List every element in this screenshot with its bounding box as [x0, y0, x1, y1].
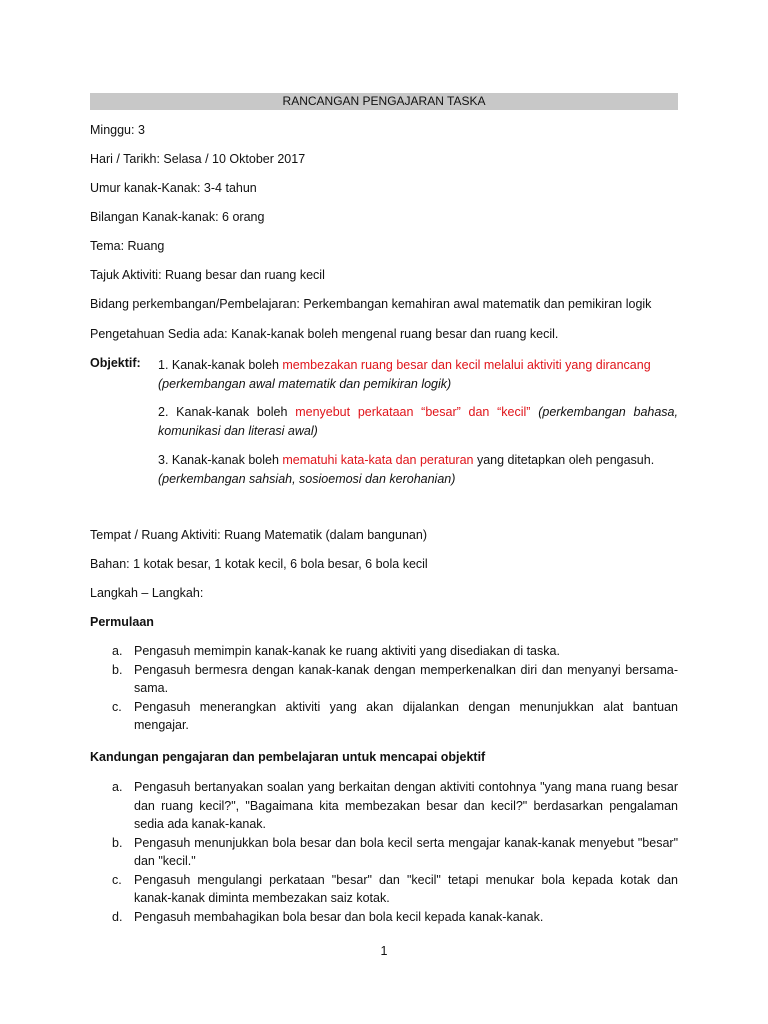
list-item	[90, 834, 678, 871]
field-hari-tarikh: Hari / Tarikh: Selasa / 10 Oktober 2017	[90, 152, 306, 166]
kandungan-heading: Kandungan pengajaran dan pembelajaran untuk mencapai objektif	[90, 750, 486, 764]
field-bilangan: Bilangan Kanak-kanak: 6 orang	[90, 210, 265, 224]
list-marker: d.	[112, 909, 123, 924]
list-item	[90, 661, 678, 698]
field-tajuk: Tajuk Aktiviti: Ruang besar dan ruang kecil	[90, 268, 325, 282]
list-marker: a.	[112, 780, 123, 794]
list-marker: b.	[112, 662, 123, 677]
objektif-item-note: (perkembangan sahsiah, sosioemosi dan kerohanian)	[158, 472, 456, 486]
list-marker: a.	[112, 644, 123, 658]
objektif-item-note: (perkembangan bahasa, komunikasi dan literasi awal)	[158, 405, 678, 438]
objektif-item-highlight: mematuhi kata-kata dan peraturan	[282, 453, 474, 467]
field-minggu: Minggu: 3	[90, 123, 145, 137]
list-item-text: Pengasuh memimpin kanak-kanak ke ruang aktiviti yang disediakan di taska.	[134, 644, 560, 658]
field-tema: Tema: Ruang	[90, 239, 165, 253]
list-item	[90, 908, 678, 927]
objektif-item-prefix: 3. Kanak-kanak boleh	[158, 453, 283, 467]
objektif-item-note: (perkembangan awal matematik dan pemikiran logik)	[158, 377, 452, 391]
field-tempat: Tempat / Ruang Aktiviti: Ruang Matematik (dalam bangunan)	[90, 528, 427, 542]
objektif-label: Objektif:	[90, 356, 141, 370]
list-item-text: Pengasuh bertanyakan soalan yang berkaitan dengan aktiviti contohnya "yang mana ruang besar dan ruang kecil?", "Bagaimana kita membezakan besar dan kecil?" berdasarkan pengalaman sedia ada kanak-kanak.	[134, 780, 678, 831]
field-umur: Umur kanak-Kanak: 3-4 tahun	[90, 181, 257, 195]
list-item-text: Pengasuh menerangkan aktiviti yang akan dijalankan dengan menunjukkan alat bantuan mengajar.	[134, 699, 678, 732]
permulaan-list	[90, 642, 678, 735]
list-item-text: Pengasuh menunjukkan bola besar dan bola kecil serta mengajar kanak-kanak menyebut "besar" dan "kecil."	[134, 835, 678, 868]
document-title: RANCANGAN PENGAJARAN TASKA	[90, 93, 678, 110]
list-item-text: Pengasuh bermesra dengan kanak-kanak dengan memperkenalkan diri dan menyanyi bersama-sama.	[134, 662, 678, 695]
permulaan-heading: Permulaan	[90, 615, 154, 629]
field-bidang: Bidang perkembangan/Pembelajaran: Perkembangan kemahiran awal matematik dan pemikiran logik	[90, 297, 652, 311]
objektif-item-highlight: menyebut perkataan “besar” dan “kecil”	[295, 405, 531, 419]
objektif-item-prefix: 1. Kanak-kanak boleh	[158, 358, 283, 372]
list-item-text: Pengasuh membahagikan bola besar dan bola kecil kepada kanak-kanak.	[134, 909, 544, 924]
field-pengetahuan: Pengetahuan Sedia ada: Kanak-kanak boleh mengenal ruang besar dan ruang kecil.	[90, 327, 559, 341]
objektif-item-highlight: membezakan ruang besar dan kecil melalui aktiviti yang dirancang	[282, 358, 651, 372]
kandungan-list	[90, 778, 678, 926]
objektif-item-prefix: 2. Kanak-kanak boleh	[158, 405, 296, 419]
list-item-text: Pengasuh mengulangi perkataan "besar" dan "kecil" tetapi menukar bola kepada kotak dan kanak-kanak diminta membezakan saiz kotak.	[134, 872, 678, 905]
objektif-item-2	[158, 403, 678, 441]
list-marker: c.	[112, 699, 122, 714]
objektif-item-suffix: yang ditetapkan oleh pengasuh.	[473, 453, 655, 467]
field-bahan: Bahan: 1 kotak besar, 1 kotak kecil, 6 bola besar, 6 bola kecil	[90, 557, 428, 571]
objektif-item-1	[158, 356, 678, 394]
list-marker: c.	[112, 872, 122, 887]
page-number: 1	[380, 944, 388, 958]
list-marker: b.	[112, 835, 123, 850]
list-item	[90, 698, 678, 735]
list-item	[90, 642, 678, 661]
list-item	[90, 778, 678, 834]
list-item	[90, 871, 678, 908]
langkah-heading: Langkah – Langkah:	[90, 586, 204, 600]
objektif-item-3	[158, 451, 678, 489]
